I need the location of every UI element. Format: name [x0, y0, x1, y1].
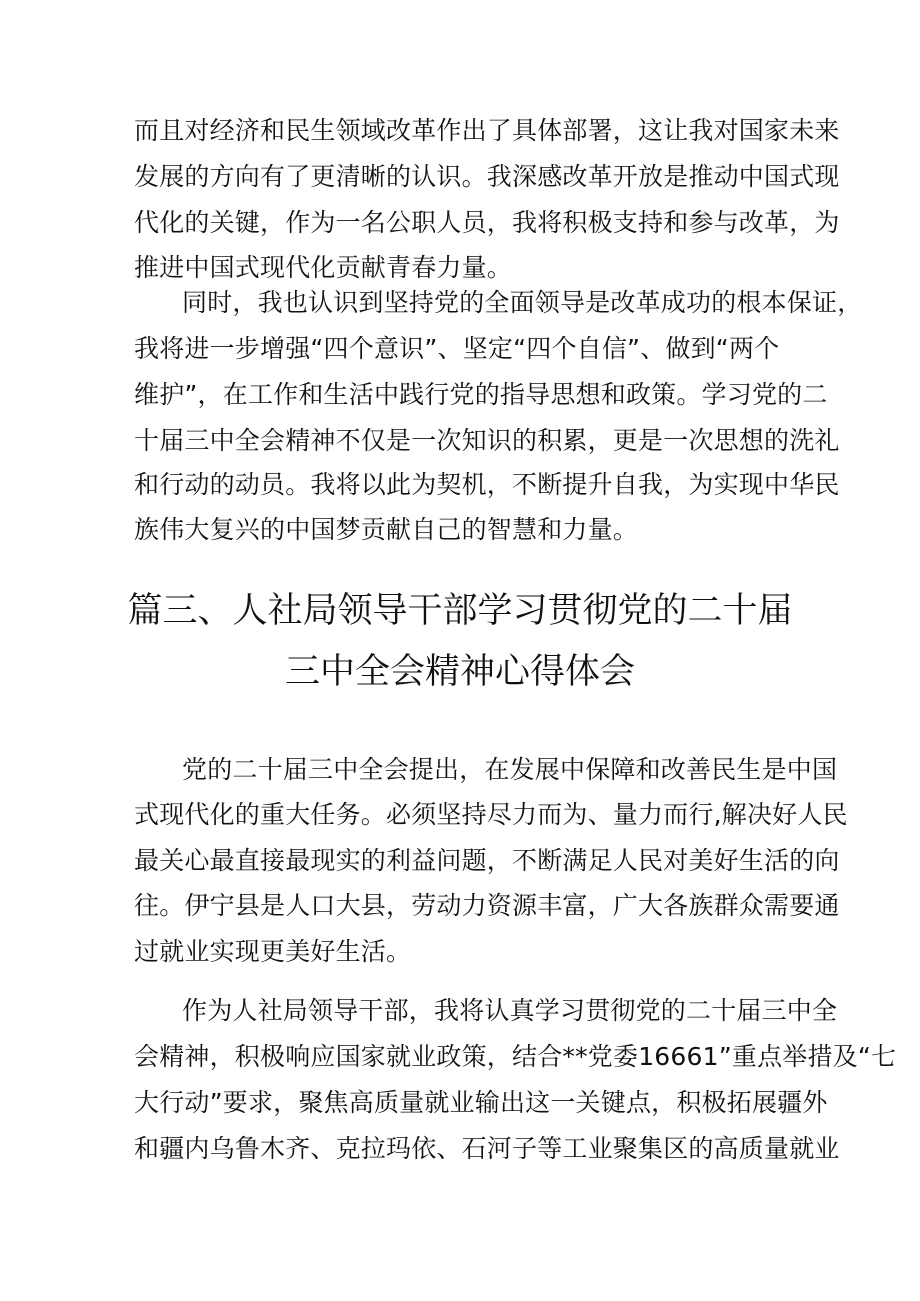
text-line: 大行动”要求，聚焦高质量就业输出这一关键点，积极拓展疆外 [134, 1088, 828, 1117]
text-line: 十届三中全会精神不仅是一次知识的积累，更是一次思想的洗礼 [134, 426, 840, 455]
text-line: 维护”，在工作和生活中践行党的指导思想和政策。学习党的二 [134, 380, 828, 409]
text-line: 代化的关键，作为一名公职人员，我将积极支持和参与改革，为 [134, 208, 840, 237]
text-line: 党的二十届三中全会提出，在发展中保障和改善民生是中国 [182, 755, 838, 784]
text-line: 过就业实现更美好生活。 [134, 937, 412, 966]
text-line: 同时，我也认识到坚持党的全面领导是改革成功的根本保证， [182, 288, 863, 317]
text-line: 发展的方向有了更清晰的认识。我深感改革开放是推动中国式现 [134, 162, 840, 191]
text-line: 会精神，积极响应国家就业政策，结合**党委16661”重点举措及“七 [134, 1042, 897, 1071]
text-line: 最关心最直接最现实的利益问题，不断满足人民对美好生活的向 [134, 846, 840, 875]
text-line: 作为人社局领导干部，我将认真学习贯彻党的二十届三中全 [182, 996, 838, 1025]
text-line: 式现代化的重大任务。必须坚持尽力而为、量力而行,解决好人民 [134, 800, 848, 829]
text-line: 我将进一步增强“四个意识”、坚定“四个自信”、做到“两个 [134, 334, 780, 363]
text-line: 族伟大复兴的中国梦贡献自己的智慧和力量。 [134, 515, 639, 544]
text-line: 往。伊宁县是人口大县，劳动力资源丰富，广大各族群众需要通 [134, 891, 840, 920]
text-line: 和行动的动员。我将以此为契机，不断提升自我，为实现中华民 [134, 470, 840, 499]
text-line: 和疆内乌鲁木齐、克拉玛依、石河子等工业聚集区的高质量就业 [134, 1134, 840, 1163]
text-line: 而且对经济和民生领域改革作出了具体部署，这让我对国家未来 [134, 116, 840, 145]
heading-line: 三中全会精神心得体会 [284, 652, 635, 692]
text-line: 推进中国式现代化贡献青春力量。 [134, 253, 513, 282]
heading-line: 篇三、人社局领导干部学习贯彻党的二十届 [127, 591, 793, 631]
